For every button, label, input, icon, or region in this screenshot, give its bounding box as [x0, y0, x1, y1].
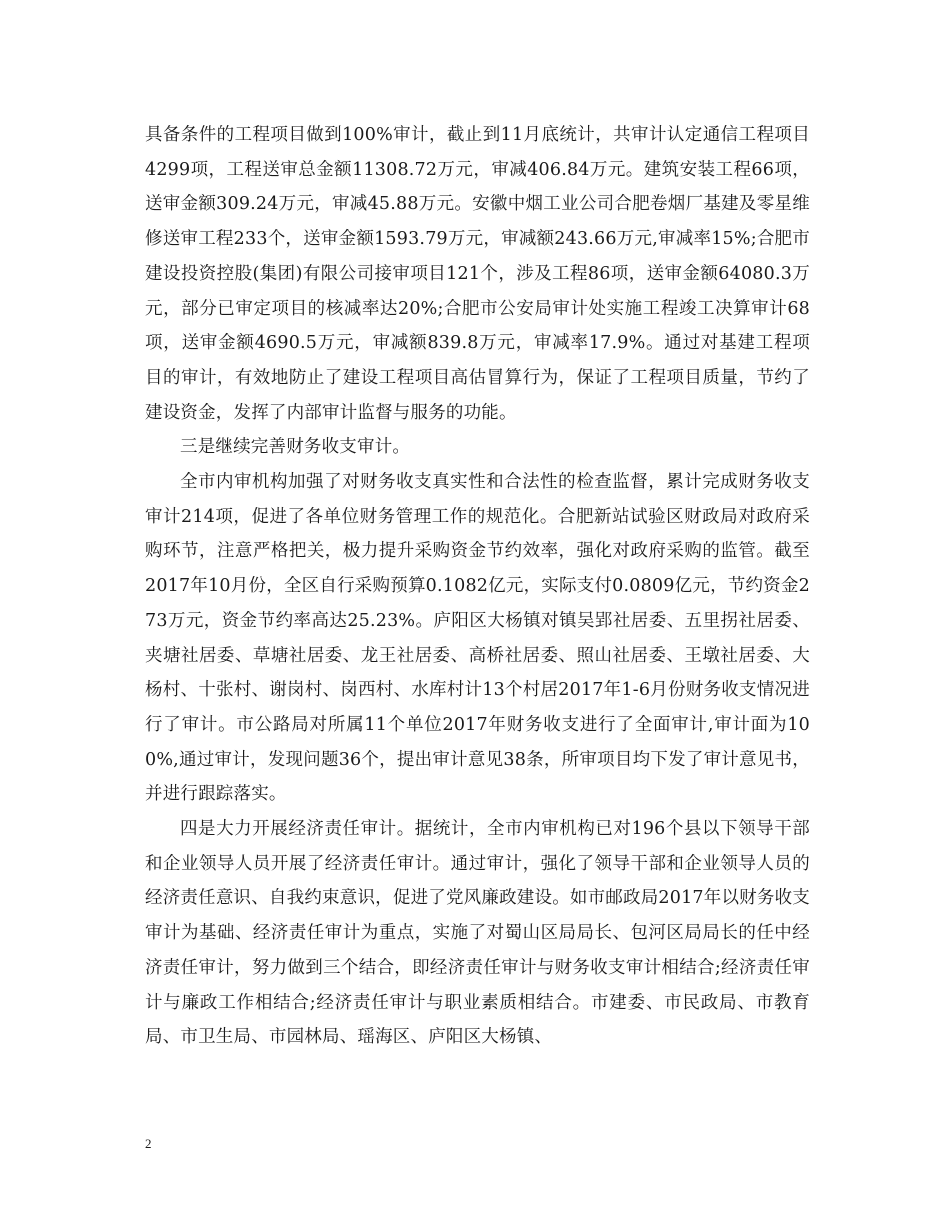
paragraph-engineering-audit: 具备条件的工程项目做到100%审计，截止到11月底统计，共审计认定通信工程项目4299项，工程送审总金额11308.72万元，审减406.84万元。建筑安装工程66项，送审金额309.24万元，审减45.88万元。安徽中烟工业公司合肥卷烟厂基建及零星维修送审工程233个，送审金额1593.79万元，审减额243.66万元,审减率15%;合肥市建设投资控股(集团)有限公司接审项目121个，涉及工程86项，送审金额64080.3万元，部分已审定项目的核减率达20%;合肥市公安局审计处实施工程竣工决算审计68项，送审金额4690.5万元，审减额839.8万元，审减率17.9%。通过对基建工程项目的审计，有效地防止了建设工程项目高估冒算行为，保证了工程项目质量，节约了建设资金，发挥了内部审计监督与服务的功能。 [145, 125, 810, 423]
paragraph-financial-audit: 全市内审机构加强了对财务收支真实性和合法性的检查监督，累计完成财务收支审计214项，促进了各单位财务管理工作的规范化。合肥新站试验区财政局对政府采购环节，注意严格把关，极力提升采购资金节约效率，强化对政府采购的监管。截至2017年10月份，全区自行采购预算0.1082亿元，实际支付0.0809亿元，节约资金273万元，资金节约率高达25.23%。庐阳区大杨镇对镇吴郢社居委、五里拐社居委、夹塘社居委、草塘社居委、龙王社居委、高桥社居委、照山社居委、王墩社居委、大杨村、十张村、谢岗村、岗西村、水库村计13个村居2017年1-6月份财务收支情况进行了审计。市公路局对所属11个单位2017年财务收支进行了全面审计,审计面为100%,通过审计，发现问题36个，提出审计意见38条，所审项目均下发了审计意见书，并进行跟踪落实。 [145, 472, 810, 805]
document-body [145, 118, 810, 1055]
page-number: 2 [145, 1136, 152, 1151]
paragraph-economic-responsibility-audit: 四是大力开展经济责任审计。据统计，全市内审机构已对196个县以下领导干部和企业领导人员开展了经济责任审计。通过审计，强化了领导干部和企业领导人员的经济责任意识、自我约束意识，促进了党风廉政建设。如市邮政局2017年以财务收支审计为基础、经济责任审计为重点，实施了对蜀山区局局长、包河区局局长的任中经济责任审计，努力做到三个结合，即经济责任审计与财务收支审计相结合;经济责任审计与廉政工作相结合;经济责任审计与职业素质相结合。市建委、市民政局、市教育局、市卫生局、市园林局、瑶海区、庐阳区大杨镇、 [145, 819, 810, 1048]
paragraph-financial-audit-heading: 三是继续完善财务收支审计。 [180, 437, 411, 458]
